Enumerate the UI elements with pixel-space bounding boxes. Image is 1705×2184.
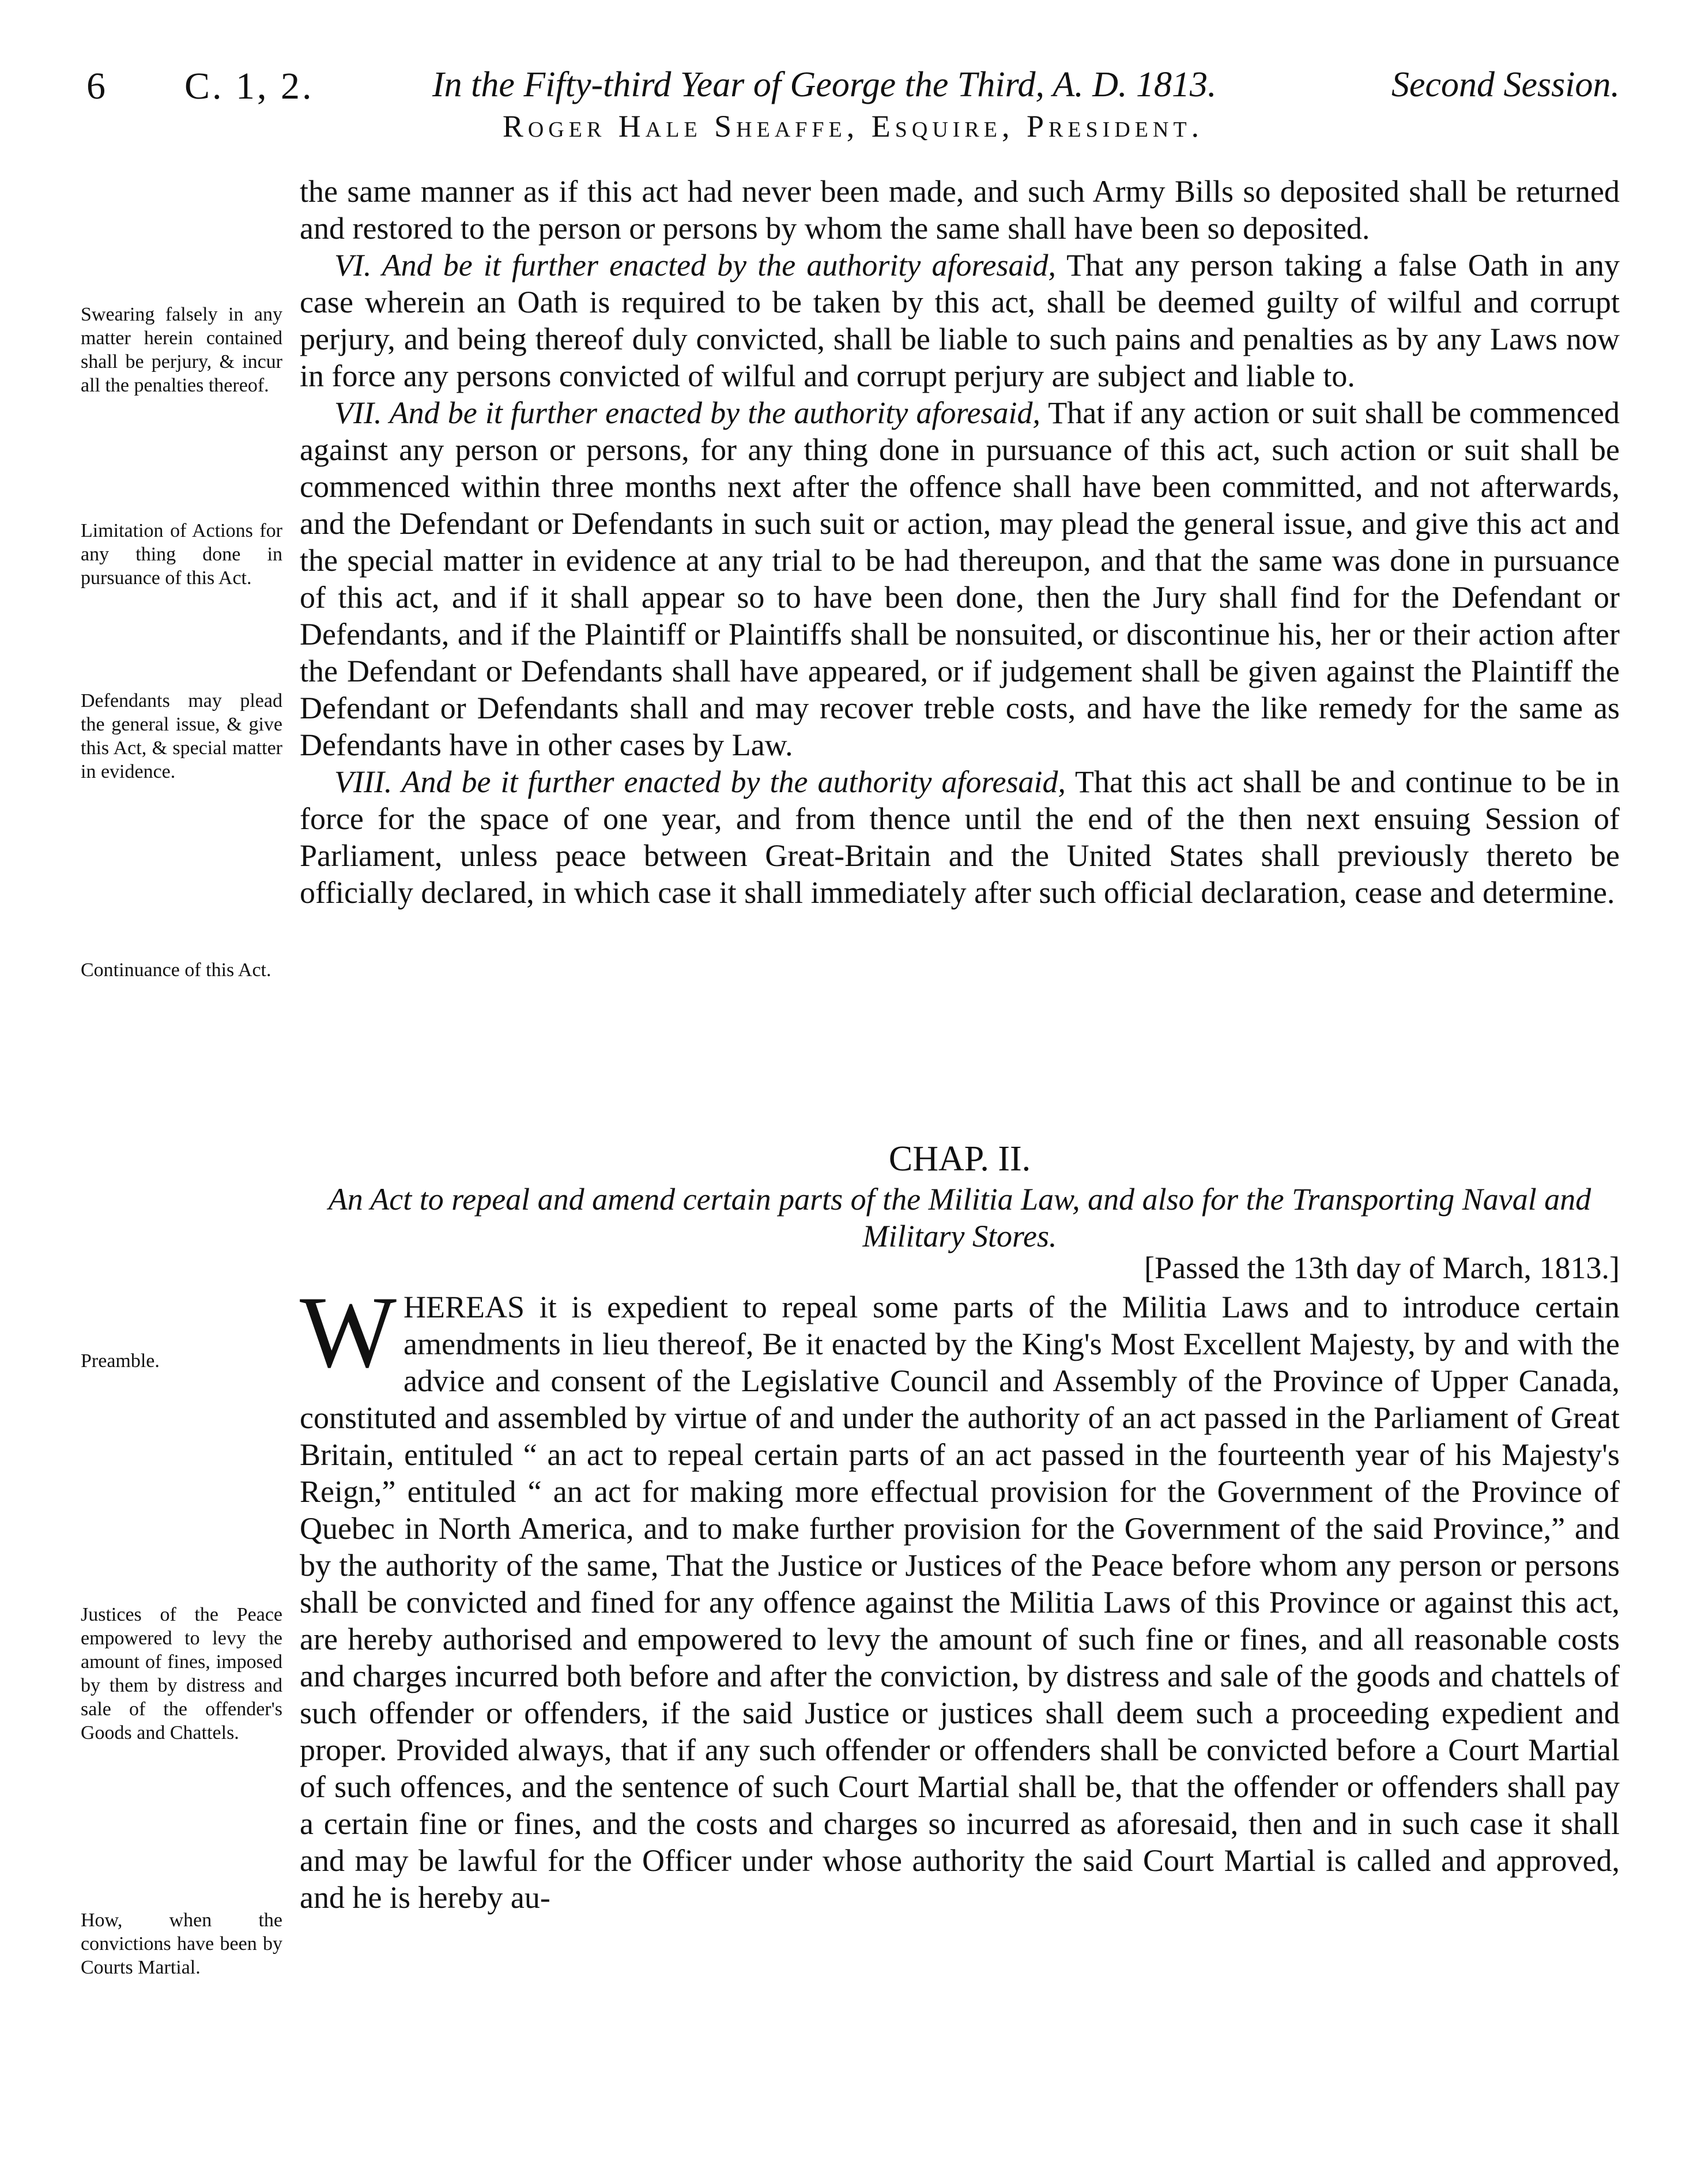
chapter-reference: C. 1, 2. <box>184 65 314 107</box>
margin-note-justices: Justices of the Peace empowered to levy the amount of fines, imposed by them by distress and sale of the offender's Goods and Chattels. <box>81 1604 282 1744</box>
section-8 <box>300 763 1620 911</box>
chapter-2-title: An Act to repeal and amend certain parts of the Militia Law, and also for the Transporting Naval and Military Stores. <box>328 1182 1591 1253</box>
continued-paragraph: the same manner as if this act had never been made, and such Army Bills so deposited shall be returned and restored to the person or persons by whom the same shall have been so deposited. <box>300 174 1620 246</box>
section-7-enacting-clause: VII. And be it further enacted by the authority aforesaid, <box>334 396 1041 430</box>
section-7 <box>300 394 1620 763</box>
margin-note-defendants: Defendants may plead the general issue, & give this Act, & special matter in evidence. <box>81 690 282 782</box>
section-6-text: That any person taking a false Oath in any case wherein an Oath is required to be taken by this act, shall be deemed guilty of wilful and corrupt perjury, and being thereof duly convicted, shall be liable to such pains and penalties as by any Laws now in force any persons convicted of wilful and corrupt perjury are subject and liable to. <box>300 248 1620 393</box>
session-label: Second Session. <box>1391 65 1620 104</box>
chapter-2-heading: CHAP. II. <box>888 1139 1031 1178</box>
section-8-enacting-clause: VIII. And be it further enacted by the authority aforesaid, <box>334 765 1066 799</box>
chapter-2-text <box>300 1275 1620 1916</box>
president-line: Roger Hale Sheaffe, Esquire, President. <box>502 109 1204 144</box>
section-7-text: That if any action or suit shall be commenced against any person or persons, for any thing done in pursuance of this act, such action or suit shall be commenced within three months next after the offence shall have been committed, and not afterwards, and the Defendant or Defendants in such suit or action, may plead the general issue, and give this act and the special matter in evidence at any trial to be had thereupon, and that the same was done in pursuance of this act, and if it shall appear so to have been done, then the Jury shall find for the Defendant or Defendants, and if the Plaintiff or Plaintiffs shall be nonsuited, or discontinue his, her or their action after the Defendant or Defendants shall have appeared, or if judgement shall be given against the Plaintiff the Defendant or Defendants shall and may recover treble costs, and have the like remedy for the same as Defendants have in other cases by Law. <box>300 396 1620 762</box>
section-8-text: That this act shall be and continue to be in force for the space of one year, and from thence until the end of the then next ensuing Session of Parliament, unless peace between Great-Britain and the United States shall previously thereto be officially declared, in which case it shall immediately after such official declaration, cease and determine. <box>300 765 1620 910</box>
page-number: 6 <box>86 65 105 107</box>
margin-note-preamble: Preamble. <box>81 1350 160 1372</box>
running-head <box>86 65 1620 151</box>
section-6 <box>300 247 1620 394</box>
preamble-paragraph <box>300 1275 1620 1916</box>
regnal-year-heading: In the Fifty-third Year of George the Third, A. D. 1813. <box>432 65 1217 104</box>
margin-note-limitation: Limitation of Actions for any thing done in pursuance of this Act. <box>81 520 282 589</box>
preamble-text: HEREAS it is expedient to repeal some parts of the Militia Laws and to introduce certain amendments in lieu thereof, Be it enacted by the King's Most Excellent Majesty, by and with the advice and consent of the Legislative Council and Assembly of the Province of Upper Canada, constituted and assembled by virtue of and under the authority of an act passed in the Parliament of Great Britain, entituled “ an act to repeal certain parts of an act passed in the fourteenth year of his Majesty's Reign,” entituled “ an act for making more effectual provision for the Government of the Province of Quebec in North America, and to make further provision for the Government of the said Province,” and by the authority of the same, That the Justice or Justices of the Peace before whom any person or persons shall be convicted and fined for any offence against the Militia Laws of this Province or against this act, are hereby authorised and empowered to levy the amount of such fine or fines, and all reasonable costs and charges incurred both before and after the conviction, by distress and sale of the goods and chattels of such offender or offenders, if the said Justice or justices shall deem such a proceeding expedient and proper. Provided always, that if any such offender or offenders shall be convicted before a Court Martial of such offences, and the sentence of such Court Martial shall be, that the offender or offenders shall pay a certain fine or fines, and the costs and charges so incurred as aforesaid, then and in such case it shall and may be lawful for the Officer under whose authority the said Court Martial is called and approved, and he is hereby au- <box>300 1290 1620 1915</box>
margin-note-courts-martial: How, when the convictions have been by Courts Martial. <box>81 1910 282 1978</box>
drop-cap: W <box>300 1275 397 1389</box>
passed-date: [Passed the 13th day of March, 1813.] <box>1144 1251 1620 1285</box>
section-6-enacting-clause: VI. And be it further enacted by the authority aforesaid, <box>334 248 1057 283</box>
chapter-1-text <box>300 173 1620 911</box>
margin-note-perjury: Swearing falsely in any matter herein contained shall be perjury, & incur all the penalties thereof. <box>81 304 282 396</box>
margin-note-continuance: Continuance of this Act. <box>81 959 271 981</box>
